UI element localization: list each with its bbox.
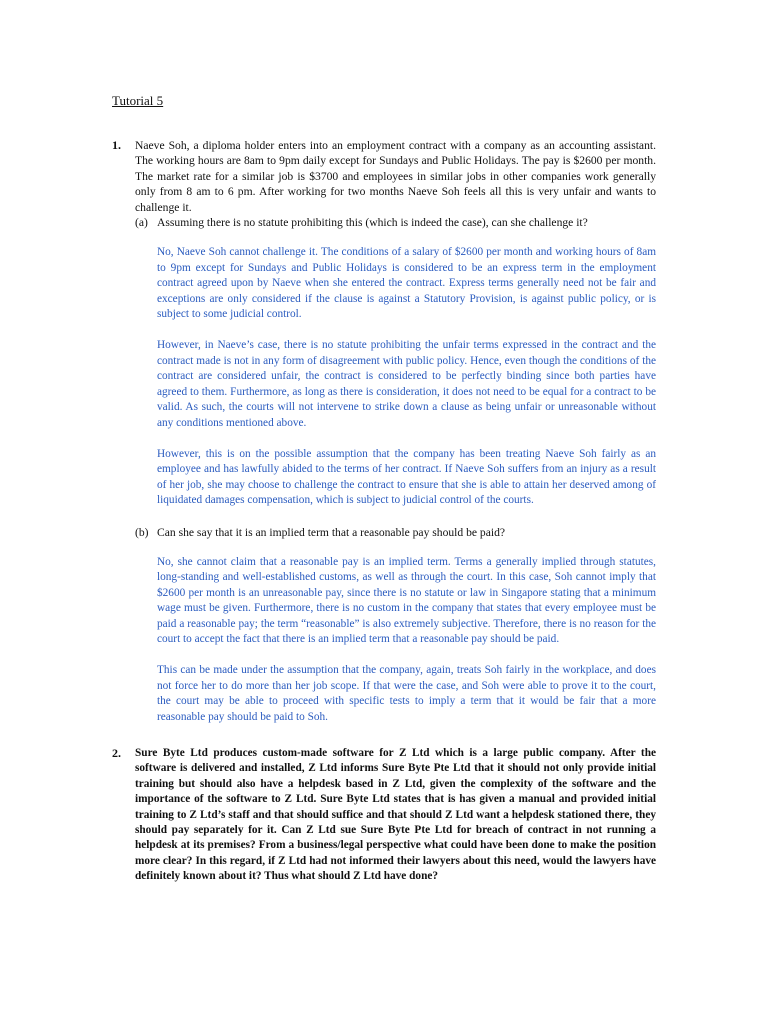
- question-1: [112, 138, 656, 725]
- question-part-b: [135, 525, 656, 540]
- question-number: 2.: [112, 746, 121, 760]
- question-part-a: [135, 215, 656, 230]
- part-question: Can she say that it is an implied term that a reasonable pay should be paid?: [157, 525, 506, 539]
- question-text: Naeve Soh, a diploma holder enters into an employment contract with a company as an accounting assistant. The working hours are 8am to 9pm daily except for Sundays and Public Holidays. The pay is $2600 per month. The market rate for a similar job is $3700 and employees in similar jobs in other companies work generally only from 8 am to 6 pm. After working for two months Naeve Soh feels all this is very unfair and wants to challenge it.: [135, 139, 656, 214]
- question-text: Sure Byte Ltd produces custom-made software for Z Ltd which is a large public company. After the software is delivered and installed, Z Ltd informs Sure Byte Pte Ltd that it should not only provide initial training but should also have a helpdesk based in Z Ltd, given the complexity of the software and the importance of the software to Z Ltd. Sure Byte Ltd states that is has given a manual and provided initial training to Z Ltd’s staff and that should suffice and that should Z Ltd want a helpdesk stationed there, they should pay separately for it. Can Z Ltd sue Sure Byte Pte Ltd for breach of contract in not running a helpdesk at its premises? From a business/legal perspective what could have been done to make the position more clear? In this regard, if Z Ltd had not informed their lawyers about this need, would the lawyers have definitely known about it? Thus what should Z Ltd have done?: [135, 747, 656, 883]
- answer-paragraph: This can be made under the assumption that the company, again, treats Soh fairly in the workplace, and does not force her to do more than her job scope. If that were the case, and Soh were able to prove it to the court, the court may be able to proceed with specific tests to imply a term that it would be fair that a more reasonable pay should be paid to Soh.: [157, 664, 656, 723]
- answer-paragraph: However, this is on the possible assumption that the company has been treating Naeve Soh fairly as an employee and has lawfully abided to the terms of her contract. If Naeve Soh suffers from an injury as a result of her job, she may choose to challenge the contract to ensure that she is able to attain her deserved among of liquidated damages compensation, which is subject to judicial control of the courts.: [157, 447, 656, 507]
- answer-paragraph: No, Naeve Soh cannot challenge it. The conditions of a salary of $2600 per month and working hours of 8am to 9pm except for Sundays and Public Holidays is considered to be an express term in the employment contract agreed upon by Naeve when she entered the contract. Express terms generally need not be fair and exceptions are only considered if the clause is against a Statutory Provision, is against public policy, or is subject to some judicial control.: [157, 246, 656, 321]
- part-label: (b): [135, 525, 149, 539]
- answer-paragraph: However, in Naeve’s case, there is no statute prohibiting the unfair terms expressed in the contract and the contract made is not in any form of disagreement with public policy. Hence, even though the conditions of the contract are considered unfair, the contract is considered to be perfectly binding since both parties have agreed to them. Furthermore, as long as there is consideration, it does not need to be equal for a contract to be valid. As such, the courts will not intervene to strike down a clause as being unfair or unreasonable without any conditions mentioned above.: [157, 339, 656, 429]
- question-2: [112, 746, 656, 885]
- part-label: (a): [135, 216, 148, 230]
- question-number: 1.: [112, 138, 121, 152]
- answer-paragraph: No, she cannot claim that a reasonable pay is an implied term. Terms a generally implied through statutes, long-standing and well-established customs, as well as through the court. In this case, Soh cannot imply that $2600 per month is an unreasonable pay, since there is no statute or law in Singapore stating that a minimum wage must be given. Furthermore, there is no custom in the company that states that every employee must be paid a reasonable pay; the term “reasonable” is also extremely subjective. Therefore, there is no reason for the court to accept the fact that there is an implied term that a reasonable pay should be paid.: [157, 555, 656, 645]
- document-title: Tutorial 5: [112, 93, 164, 108]
- part-question: Assuming there is no statute prohibiting this (which is indeed the case), can she challenge it?: [157, 216, 588, 230]
